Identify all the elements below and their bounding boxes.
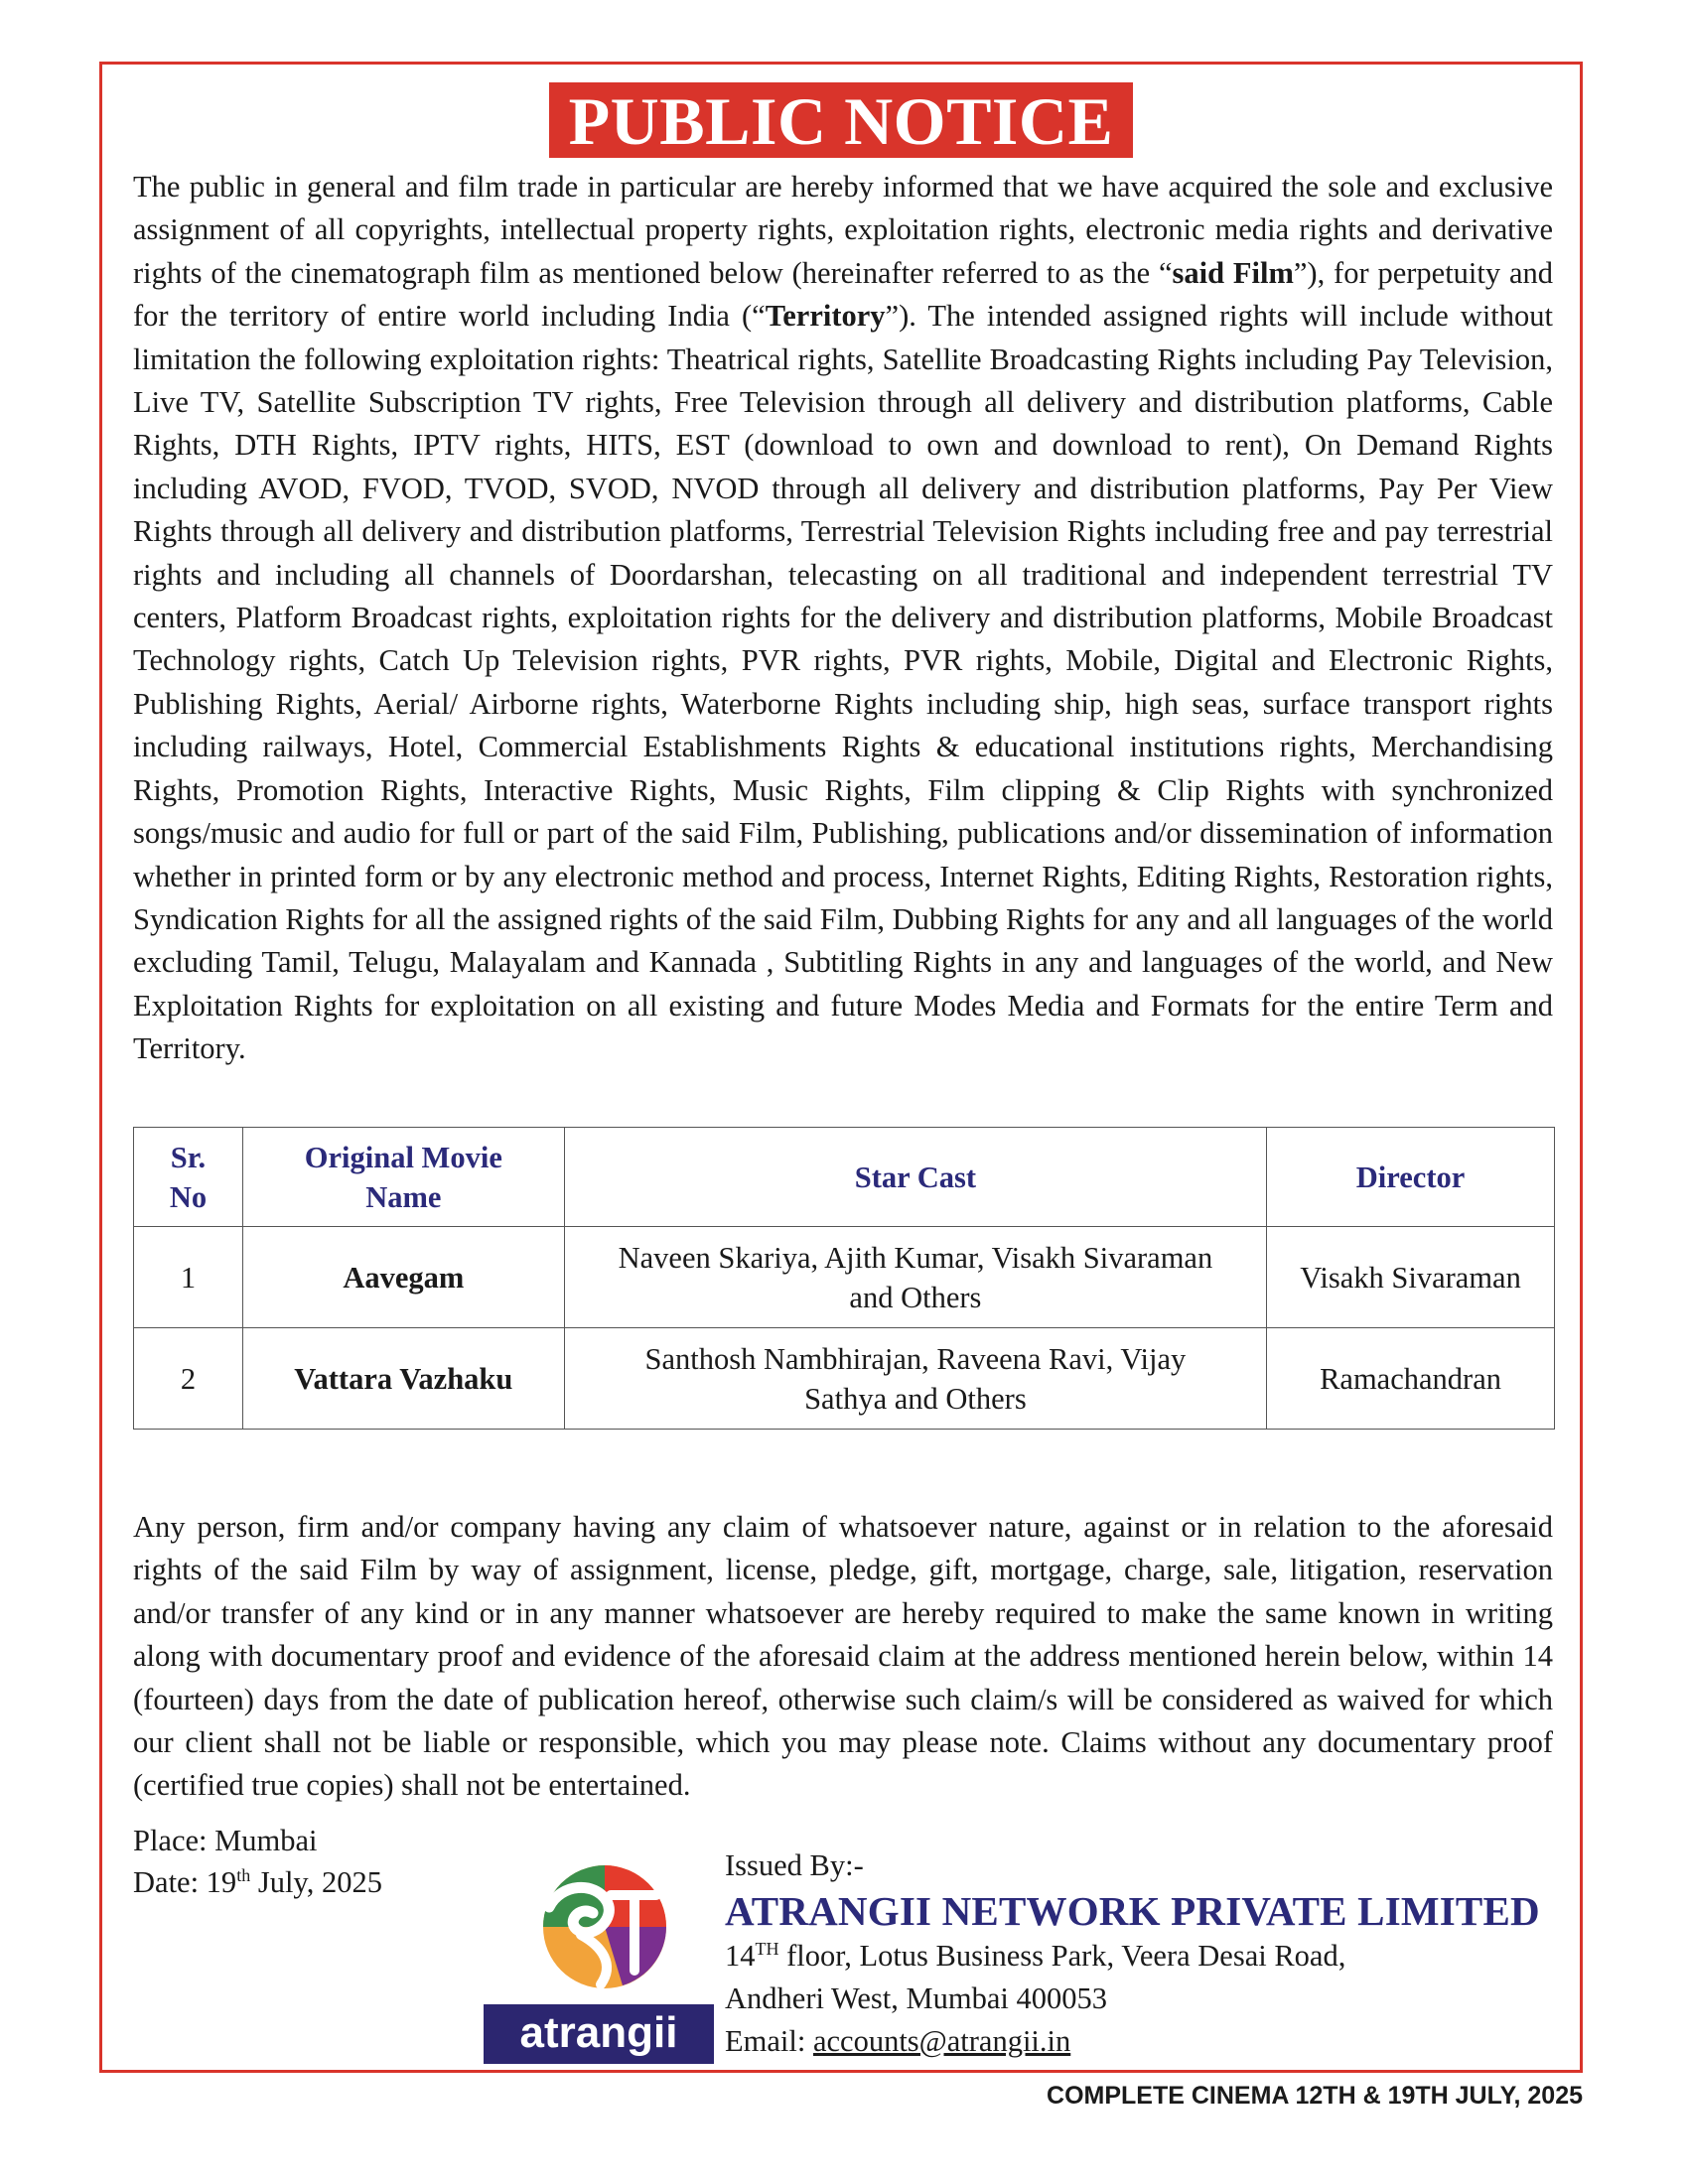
notice-title: PUBLIC NOTICE [549, 82, 1134, 158]
films-table [133, 1127, 1555, 1430]
place-date [133, 1820, 382, 1903]
header-star-cast: Star Cast [564, 1128, 1266, 1227]
publication-footer: COMPLETE CINEMA 12TH & 19TH JULY, 2025 [1047, 2082, 1583, 2110]
cell-movie-name: Vattara Vazhaku [242, 1328, 564, 1430]
address-line-1: 14TH floor, Lotus Business Park, Veera Desai Road, [725, 1938, 1346, 1973]
place-line: Place: Mumbai [133, 1824, 318, 1857]
email-link[interactable]: accounts@atrangii.in [812, 2024, 1071, 2058]
company-name: ATRANGII NETWORK PRIVATE LIMITED [725, 1888, 1540, 1934]
header-movie-name: Original Movie Name [242, 1128, 564, 1227]
cell-director: Ramachandran [1267, 1328, 1555, 1430]
date-line: Date: 19th July, 2025 [133, 1864, 382, 1899]
atrangii-logo [484, 1855, 714, 2066]
issuer-block [725, 1844, 1540, 2063]
logo-wordmark: atrangii [519, 2008, 678, 2057]
table-row [134, 1227, 1555, 1328]
address-line-2: Andheri West, Mumbai 400053 [725, 1981, 1107, 2015]
title-wrap [102, 82, 1580, 158]
cell-star-cast: Santhosh Nambhirajan, Raveena Ravi, Vijay Sathya and Others [564, 1328, 1266, 1430]
territory-term: Territory [765, 299, 886, 334]
table-header-row [134, 1128, 1555, 1227]
intro-part-2: ”), for perpetuity and for the territory of entire world including India (“ [133, 255, 1553, 334]
email-line: Email: accounts@atrangii.in [725, 2024, 1071, 2058]
intro-paragraph [133, 166, 1553, 1071]
cell-sr-no: 1 [134, 1227, 243, 1328]
table-row [134, 1328, 1555, 1430]
issued-by-label: Issued By:- [725, 1848, 864, 1882]
notice-frame [99, 62, 1583, 2073]
claim-paragraph: Any person, firm and/or company having any claim of whatsoever nature, against or in relation to the aforesaid rights of the said Film by way of assignment, license, pledge, gift, mortgage, charge, sale, litigation, reservation and/or transfer of any kind or in any manner whatsoever are hereby required to make the same known in writing along with documentary proof and evidence of the aforesaid claim at the address mentioned herein below, within 14 (fourteen) days from the date of publication hereof, otherwise such claim/s will be considered as waived for which our client shall not be liable or responsible, which you may please note. Claims without any documentary proof (certified true copies) shall not be entertained. [133, 1510, 1553, 1803]
header-sr-no: Sr. No [134, 1128, 243, 1227]
cell-director: Visakh Sivaraman [1267, 1227, 1555, 1328]
cell-star-cast: Naveen Skariya, Ajith Kumar, Visakh Sivaraman and Others [564, 1227, 1266, 1328]
intro-part-1: The public in general and film trade in particular are hereby informed that we have acquired the sole and exclusive assignment of all copyrights, intellectual property rights, exploitation rights, electronic media rights and derivative rights of the cinematograph film as mentioned below (hereinafter referred to as the “ [133, 170, 1553, 290]
intro-part-3: ”). The intended assigned rights will include without limitation the following exploitation rights: Theatrical rights, Satellite Broadcasting Rights including Pay Television, Live TV, Satellite Subscription TV rights, Free Television through all delivery and distribution platforms, Cable Rights, DTH Rights, IPTV rights, HITS, EST (download to own and download to rent), On Demand Rights including AVOD, FVOD, TVOD, SVOD, NVOD through all delivery and distribution platforms, Pay Per View Rights through all delivery and distribution platforms, Terrestrial Television Rights including free and pay terrestrial rights and including all channels of Doordarshan, telecasting on all traditional and independent terrestrial TV centers, Platform Broadcast rights, exploitation rights for the delivery and distribution platforms, Mobile Broadcast Technology rights, Catch Up Television rights, PVR rights, PVR rights, Mobile, Digital and Electronic Rights, Publishing Rights, Aerial/ Airborne rights, Waterborne Rights including ship, high seas, surface transport rights including railways, Hotel, Commercial Establishments Rights & educational institutions rights, Merchandising Rights, Promotion Rights, Interactive Rights, Music Rights, Film clipping & Clip Rights with synchronized songs/music and audio for full or part of the said Film, Publishing, publications and/or dissemination of information whether in printed form or by any electronic method and process, Internet Rights, Editing Rights, Restoration rights, Syndication Rights for all the assigned rights of the said Film, Dubbing Rights for any and all languages of the world excluding Tamil, Telugu, Malayalam and Kannada , Subtitling Rights in any and languages of the world, and New Exploitation Rights for exploitation on all existing and future Modes Media and Formats for the entire Term and Territory. [133, 299, 1553, 1066]
cell-sr-no: 2 [134, 1328, 243, 1430]
header-director: Director [1267, 1128, 1555, 1227]
cell-movie-name: Aavegam [242, 1227, 564, 1328]
said-film-term: said Film [1172, 255, 1294, 290]
